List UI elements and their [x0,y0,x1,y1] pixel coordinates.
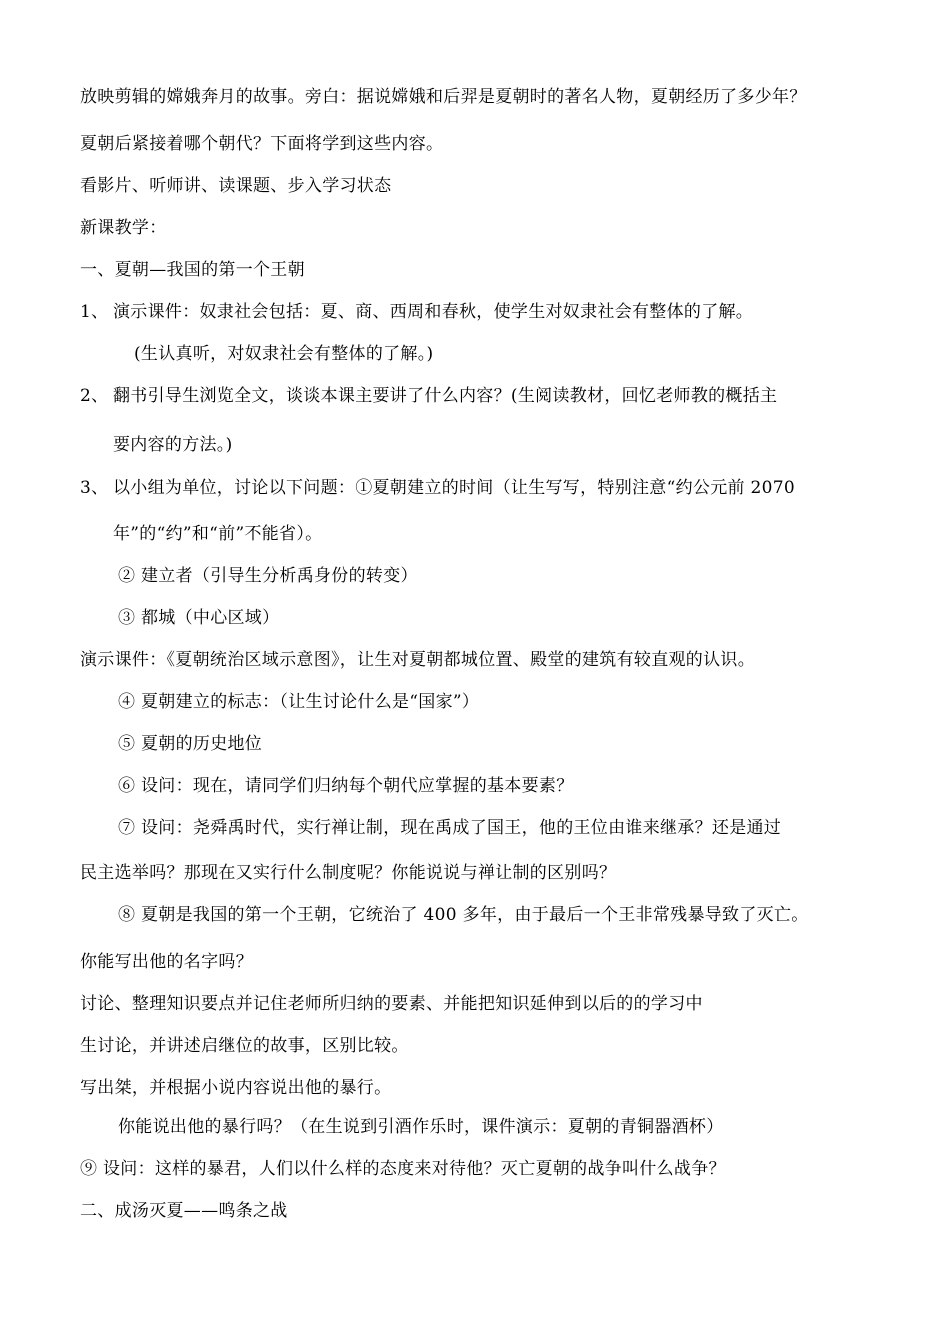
text-line: 夏朝后紧接着哪个朝代？下面将学到这些内容。 [80,134,444,154]
list-item [80,385,777,407]
text-line: 你能说出他的暴行吗？（在生说到引酒作乐时，课件演示：夏朝的青铜器酒杯） [118,1117,724,1137]
list-item [80,301,753,323]
text-line: 民主选举吗？那现在又实行什么制度呢？你能说说与禅让制的区别吗？ [80,863,617,883]
text-line: ⑦ 设问：尧舜禹时代，实行禅让制，现在禹成了国王，他的王位由谁来继承？还是通过 [118,818,782,838]
list-item-text: 演示课件：奴隶社会包括：夏、商、西周和春秋，使学生对奴隶社会有整体的了解。 [113,302,754,322]
text-line: 生讨论，并讲述启继位的故事，区别比较。 [80,1036,409,1056]
text-line: ③ 都城（中心区域） [118,608,280,628]
text-line: ⑨ 设问：这样的暴君，人们以什么样的态度来对待他？灭亡夏朝的战争叫什么战争？ [80,1159,726,1179]
text-line: ② 建立者（引导生分析禹身份的转变） [118,566,418,586]
text-line: ④ 夏朝建立的标志：（让生讨论什么是“国家”） [118,692,480,712]
text-line: 讨论、整理知识要点并记住老师所归纳的要素、并能把知识延伸到以后的的学习中 [80,994,703,1014]
text-line: 演示课件：《夏朝统治区域示意图》，让生对夏朝都城位置、殿堂的建筑有较直观的认识。 [80,650,755,670]
list-number: 2、 [80,386,109,406]
text-line: 要内容的方法。) [113,435,233,455]
text-line: ⑧ 夏朝是我国的第一个王朝，它统治了 400 多年，由于最后一个王非常残暴导致了灭亡。 [118,905,809,925]
list-item [80,477,795,499]
list-number: 3、 [80,478,109,498]
list-item-text: 翻书引导生浏览全文，谈谈本课主要讲了什么内容？(生阅读教材，回忆老师教的概括主 [113,386,778,406]
text-line: 写出桀，并根据小说内容说出他的暴行。 [80,1078,392,1098]
list-item-text: 以小组为单位，讨论以下问题：①夏朝建立的时间（让生写写，特别注意“约公元前 2070 [113,478,795,498]
text-line: (生认真听，对奴隶社会有整体的了解。) [134,344,434,364]
list-number: 1、 [80,302,109,322]
text-line: ⑥ 设问：现在，请同学们归纳每个朝代应掌握的基本要素？ [118,776,574,796]
section-heading: 二、成汤灭夏——鸣条之战 [80,1201,288,1221]
text-line: 新课教学： [80,218,167,238]
text-line: 放映剪辑的嫦娥奔月的故事。旁白：据说嫦娥和后羿是夏朝时的著名人物，夏朝经历了多少年？ [80,87,807,107]
text-line: 年”的“约”和“前”不能省）。 [113,524,323,544]
text-line: 你能写出他的名字吗？ [80,952,253,972]
text-line: ⑤ 夏朝的历史地位 [118,734,263,754]
text-line: 看影片、听师讲、读课题、步入学习状态 [80,176,392,196]
section-heading: 一、夏朝—我国的第一个王朝 [80,260,305,280]
